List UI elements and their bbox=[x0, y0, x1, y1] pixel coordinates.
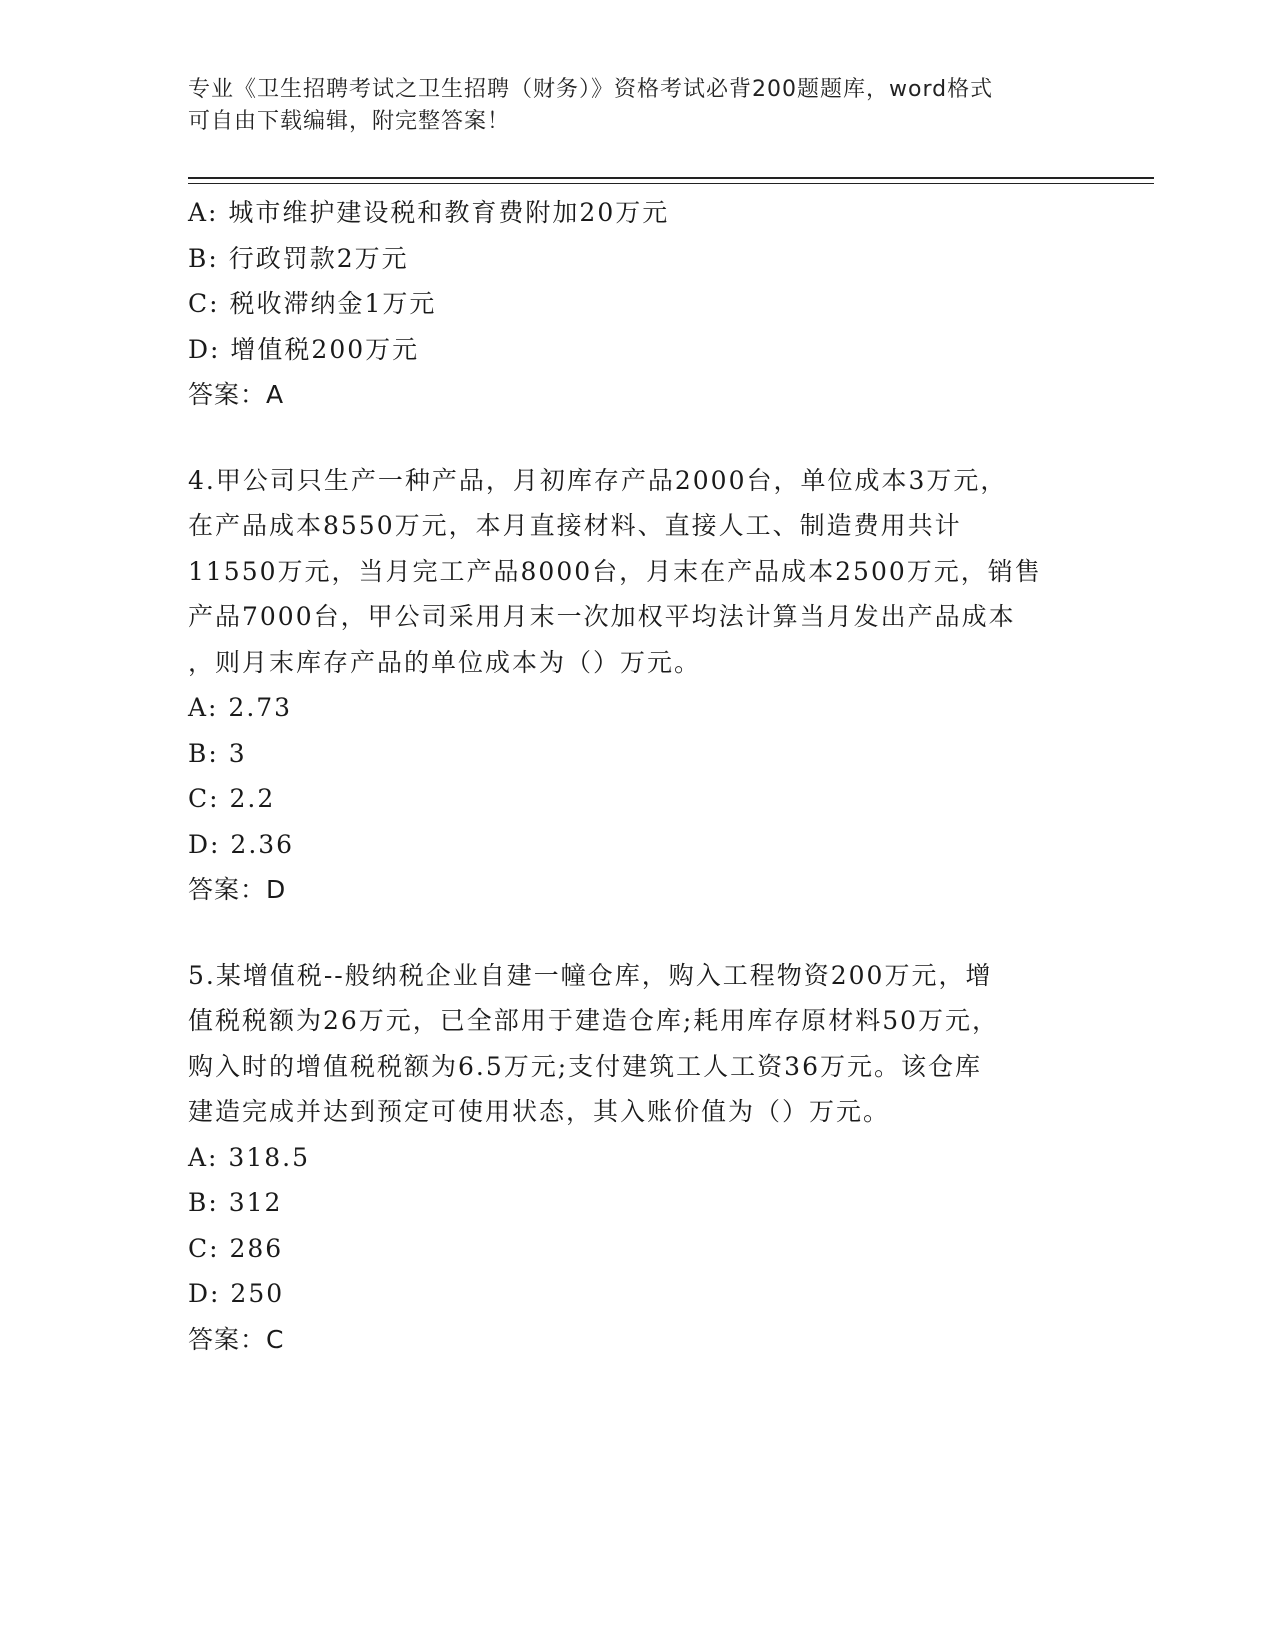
answer: 答案：A bbox=[188, 380, 285, 409]
option-b: B: 312 bbox=[188, 1188, 283, 1217]
option-a: A: 城市维护建设税和教育费附加20万元 bbox=[188, 198, 670, 227]
question-3 bbox=[188, 190, 1088, 418]
option-b: B: 3 bbox=[188, 738, 247, 768]
question-stem-line: 11550万元，当月完工产品8000台，月末在产品成本2500万元，销售 bbox=[188, 556, 1042, 586]
question-stem-line: 购入时的增值税税额为6.5万元;支付建筑工人工资36万元。该仓库 bbox=[188, 1051, 982, 1081]
question-stem-line: 4.甲公司只生产一种产品，月初库存产品2000台，单位成本3万元， bbox=[188, 465, 1008, 495]
option-c: C: 税收滞纳金1万元 bbox=[188, 289, 437, 318]
spacer bbox=[188, 913, 1088, 953]
question-stem-line: ，则月末库存产品的单位成本为（）万元。 bbox=[188, 647, 702, 677]
option-a: A: 318.5 bbox=[188, 1142, 310, 1172]
question-4 bbox=[188, 458, 1088, 913]
option-b: B: 行政罚款2万元 bbox=[188, 243, 409, 273]
question-stem-line: 产品7000台，甲公司采用月末一次加权平均法计算当月发出产品成本 bbox=[188, 602, 1016, 631]
question-stem-line: 值税税额为26万元，已全部用于建造仓库;耗用库存原材料50万元， bbox=[188, 1006, 1000, 1035]
option-d: D: 250 bbox=[188, 1279, 285, 1308]
header-divider-top bbox=[188, 177, 1154, 179]
answer: 答案：C bbox=[188, 1324, 285, 1354]
spacer bbox=[188, 418, 1088, 458]
question-stem-line: 5.某增值税--般纳税企业自建一幢仓库，购入工程物资200万元，增 bbox=[188, 960, 993, 990]
answer: 答案：D bbox=[188, 875, 287, 904]
question-5 bbox=[188, 953, 1088, 1363]
question-stem-line: 建造完成并达到预定可使用状态，其入账价值为（）万元。 bbox=[188, 1097, 891, 1126]
option-c: C: 2.2 bbox=[188, 784, 276, 813]
option-c: C: 286 bbox=[188, 1233, 284, 1263]
question-stem-line: 在产品成本8550万元，本月直接材料、直接人工、制造费用共计 bbox=[188, 511, 962, 540]
document-header bbox=[188, 74, 1088, 138]
option-d: D: 2.36 bbox=[188, 829, 295, 859]
option-d: D: 增值税200万元 bbox=[188, 334, 420, 364]
header-divider-bottom bbox=[188, 183, 1154, 184]
option-a: A: 2.73 bbox=[188, 693, 293, 722]
document-body bbox=[188, 190, 1088, 1362]
header-line-1: 专业《卫生招聘考试之卫生招聘（财务）》资格考试必背200题题库，word格式 bbox=[188, 77, 994, 102]
header-line-2: 可自由下载编辑，附完整答案！ bbox=[188, 109, 511, 134]
